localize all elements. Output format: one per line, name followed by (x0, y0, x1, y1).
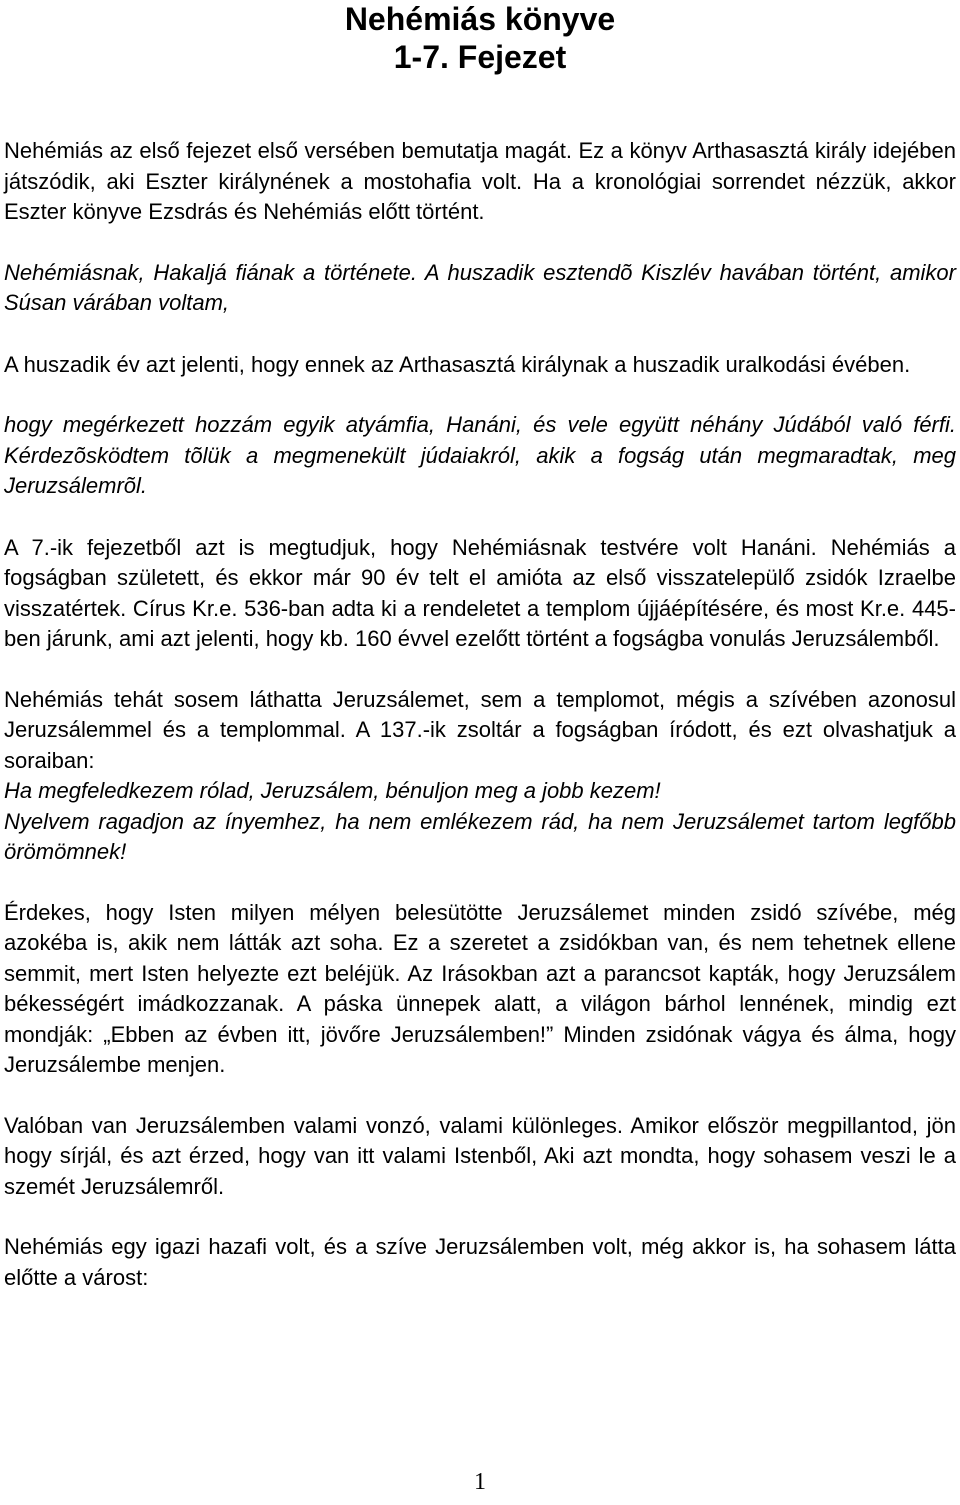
psalm-quote-line-1: Ha megfeledkezem rólad, Jeruzsálem, bénuljon meg a jobb kezem! (4, 778, 661, 803)
page-title (4, 0, 956, 76)
title-line-1: Nehémiás könyve (344, 1, 616, 37)
paragraph-jerusalem: Valóban van Jeruzsálemben valami vonzó, valami különleges. Amikor először megpillantod, jön hogy sírjál, és azt érzed, hogy van itt valami Istenből, Aki azt mondta, hogy sohasem veszi le a szemét Jeruzsálemről. (4, 1112, 956, 1199)
title-line-2: 1-7. Fejezet (393, 39, 567, 75)
paragraph-chapter-7: A 7.-ik fejezetből azt is megtudjuk, hogy Nehémiásnak testvére volt Hanáni. Nehémiás a fogságban született, és ekkor már 90 év telt el amióta az első visszatelepülő zsidók Izraelbe visszatértek. Círus Kr.e. 536-ban adta ki a rendeletet a templom újjáépítésére, és most Kr.e. 445-ben járunk, ami azt jelenti, hogy kb. 160 évvel ezelőtt történt a fogságba vonulás Jeruzsálemből. (4, 534, 956, 651)
document-body (4, 136, 956, 1293)
paragraph-interesting: Érdekes, hogy Isten milyen mélyen belesütötte Jeruzsálemet minden zsidó szívébe, még azokéba is, akik nem látták azt soha. Ez a szeretet a zsidókban van, és nem tehetnek ellene semmit, mert Isten helyezte ezt beléjük. Az Irásokban azt a parancsot kapták, hogy Jeruzsálem békességért imádkozzanak. A páska ünnepek alatt, a világon bárhol lennének, mindig ezt mondják: „Ebben az évben itt, jövőre Jeruzsálemben!” Minden zsidónak vágya és álma, hogy Jeruzsálembe menjen. (4, 899, 956, 1077)
page-number: 1 (474, 1469, 486, 1495)
paragraph-psalm-text: Nehémiás tehát sosem láthatta Jeruzsálemet, sem a templomot, mégis a szívében azonosul Jeruzsálemmel és a templommal. A 137.-ik zsoltár a fogságban íródott, és ezt olvashatjuk a soraiban: (4, 686, 956, 773)
document-page (4, 0, 956, 1323)
paragraph-commentary-1: A huszadik év azt jelenti, hogy ennek az Arthasasztá királynak a huszadik uralkodási évében. (4, 351, 911, 377)
paragraph-patriot: Nehémiás egy igazi hazafi volt, és a szíve Jeruzsálemben volt, még akkor is, ha sohasem látta előtte a várost: (4, 1234, 956, 1290)
paragraph-verse-1: Nehémiásnak, Hakaljá fiának a története. A huszadik esztendõ Kiszlév havában történt, amikor Súsan várában voltam, (4, 259, 956, 315)
paragraph-verse-2: hogy megérkezett hozzám egyik atyámfia, Hanáni, és vele együtt néhány Júdából való férfi. Kérdezõsködtem tõlük a megmenekült júdaiakról, akik a fogság után megmaradtak, meg Jeruzsálemrõl. (4, 412, 956, 498)
paragraph-intro: Nehémiás az első fejezet első versében bemutatja magát. Ez a könyv Arthasasztá király idejében játszódik, aki Eszter királynének a mostohafia volt. Ha a kronológiai sorrendet nézzük, akkor Eszter könyve Ezsdrás és Nehémiás előtt történt. (4, 138, 956, 224)
psalm-quote-line-2: Nyelvem ragadjon az ínyemhez, ha nem emlékezem rád, ha nem Jeruzsálemet tartom legfőbb örömömnek! (4, 808, 956, 864)
paragraph-psalm (4, 685, 956, 868)
